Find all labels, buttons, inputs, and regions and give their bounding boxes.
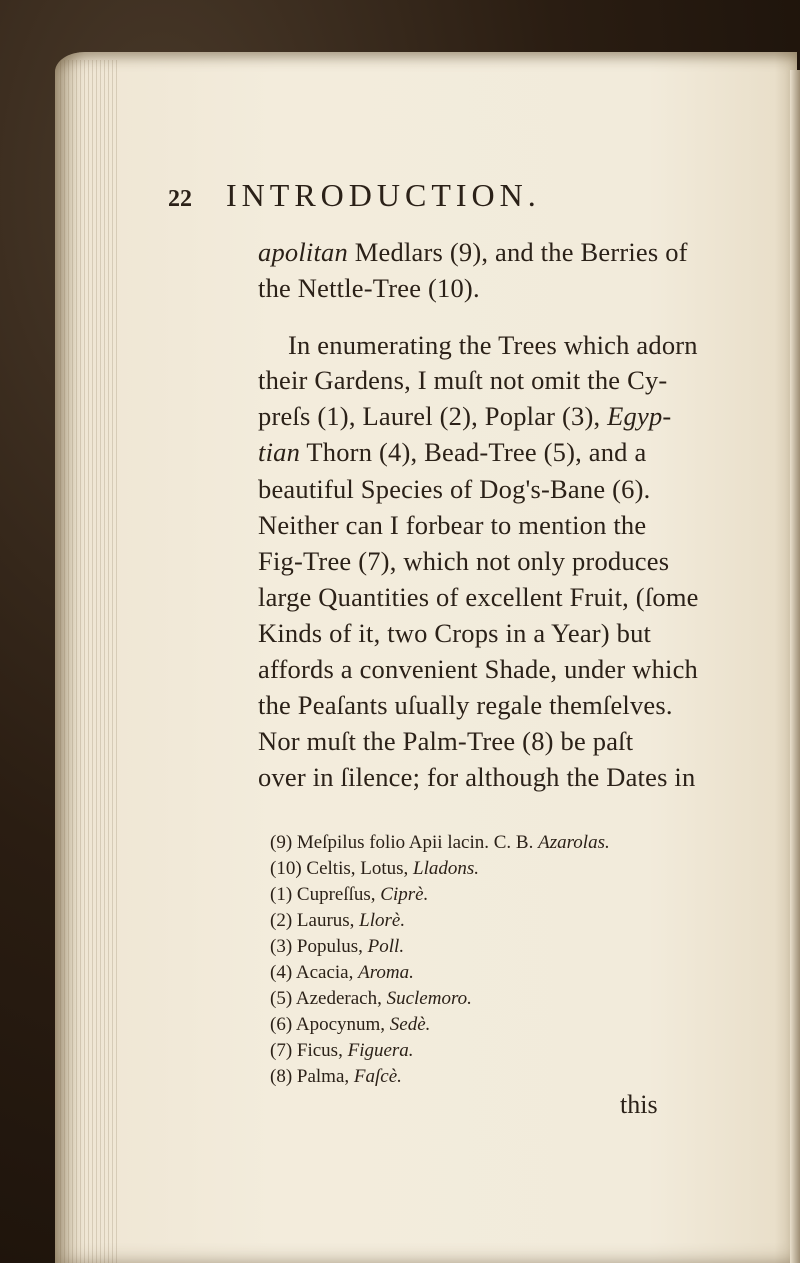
body-line: preſs (1), Laurel (2), Poplar (3), Egyp- — [258, 401, 672, 431]
right-page-edge — [790, 70, 800, 1263]
footnote: (4) Acacia, Aroma. — [270, 962, 414, 983]
body-line: Neither can I forbear to mention the — [258, 510, 647, 540]
page-number: 22 — [168, 186, 192, 212]
catchword: this — [620, 1090, 658, 1119]
body-line: the Peaſants uſually regale themſelves. — [258, 690, 673, 720]
body-line: the Nettle-Tree (10). — [258, 273, 480, 303]
footnote: (3) Populus, Poll. — [270, 936, 405, 957]
body-line: over in ſilence; for although the Dates in — [258, 762, 696, 792]
footnote: (5) Azederach, Suclemoro. — [270, 988, 472, 1009]
footnote: (1) Cupreſſus, Ciprè. — [270, 884, 429, 905]
footnote: (2) Laurus, Llorè. — [270, 910, 406, 931]
body-line: Fig-Tree (7), which not only produces — [258, 546, 670, 576]
running-head: INTRODUCTION. — [226, 177, 541, 213]
body-line: apolitan Medlars (9), and the Berries of — [258, 237, 688, 267]
body-line: Nor muſt the Palm-Tree (8) be paſt — [258, 726, 634, 756]
footnote: (9) Meſpilus folio Apii lacin. C. B. Azarolas. — [270, 832, 610, 853]
body-line: large Quantities of excellent Fruit, (ſome — [258, 582, 699, 612]
body-line: Kinds of it, two Crops in a Year) but — [258, 618, 652, 648]
footnote: (6) Apocynum, Sedè. — [270, 1014, 431, 1035]
body-line: In enumerating the Trees which adorn — [288, 330, 698, 360]
footnote: (10) Celtis, Lotus, Lladons. — [270, 858, 480, 879]
footnote: (8) Palma, Faſcè. — [270, 1066, 402, 1087]
body-line: their Gardens, I muſt not omit the Cy- — [258, 365, 668, 395]
footnote: (7) Ficus, Figuera. — [270, 1040, 414, 1061]
body-line: affords a convenient Shade, under which — [258, 654, 699, 684]
body-line: tian Thorn (4), Bead-Tree (5), and a — [258, 437, 647, 467]
body-line: beautiful Species of Dog's-Bane (6). — [258, 474, 651, 504]
page-edges — [60, 60, 120, 1263]
